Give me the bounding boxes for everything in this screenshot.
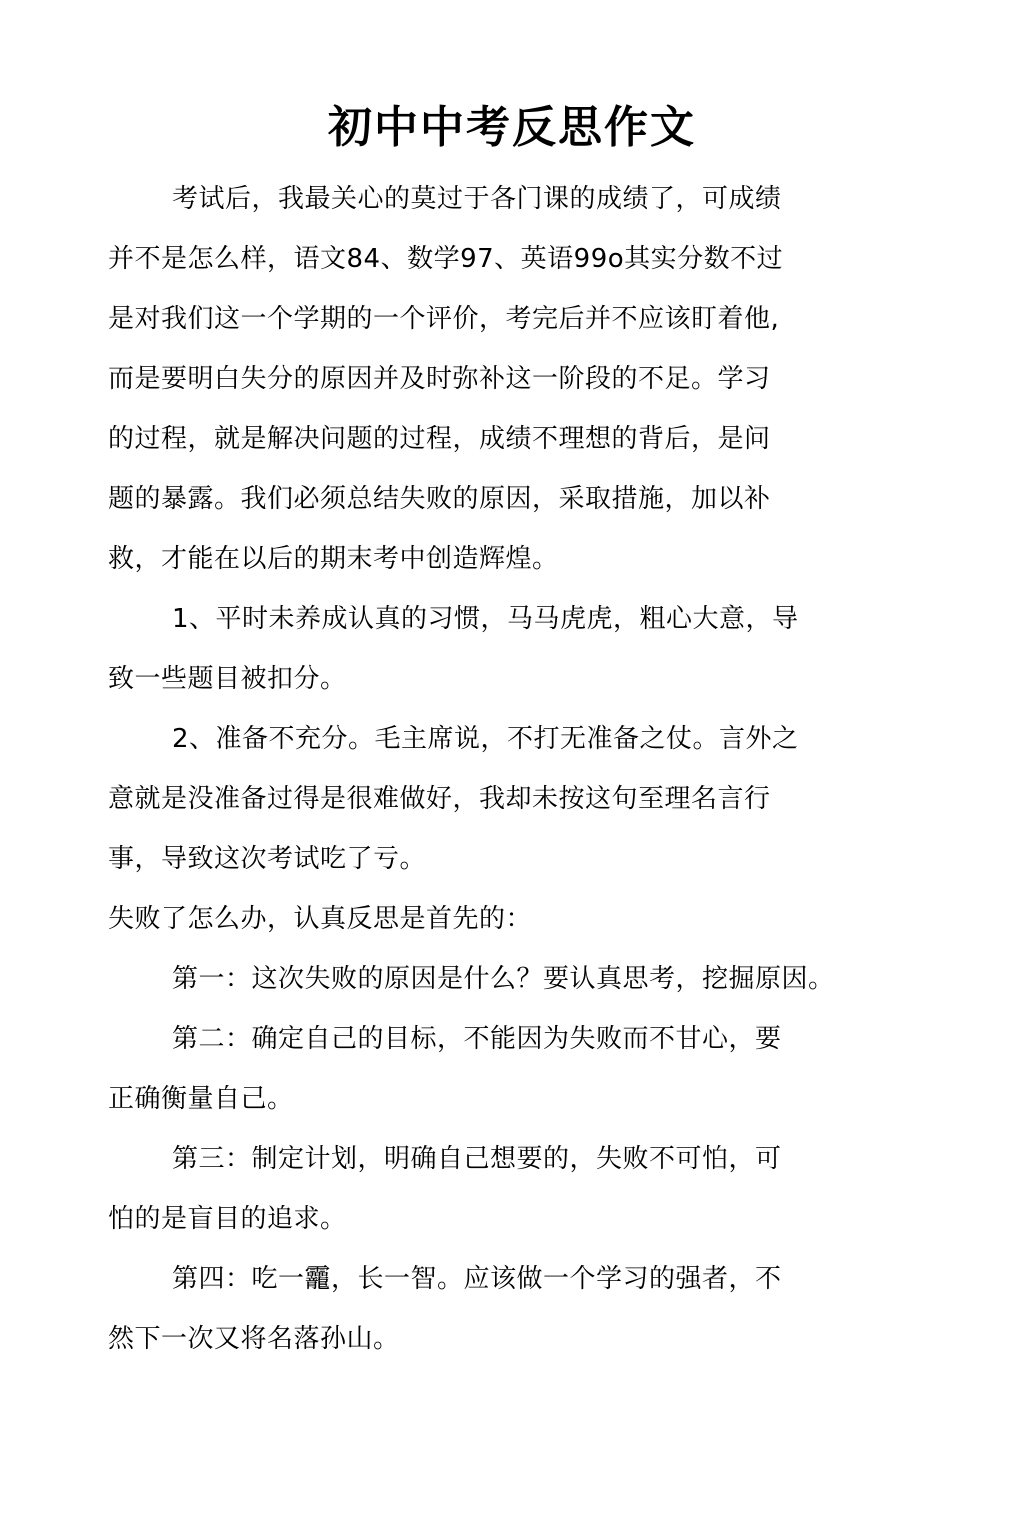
paragraph-line: 然下一次又将名落孙山。 [108, 1324, 400, 1354]
paragraph-line: 怕的是盲目的追求。 [108, 1204, 347, 1234]
paragraph-line: 并不是怎么样，语文84、数学97、英语99o其实分数不过 [108, 244, 784, 274]
paragraph-line: 救，才能在以后的期末考中创造辉煌。 [108, 544, 559, 574]
paragraph-line: 第三：制定计划，明确自己想要的，失败不可怕，可 [172, 1144, 782, 1174]
paragraph-line: 意就是没准备过得是很难做好，我却未按这句至理名言行 [108, 784, 771, 814]
paragraph-line: 第二：确定自己的目标，不能因为失败而不甘心，要 [172, 1024, 782, 1054]
paragraph-line: 正确衡量自己。 [108, 1084, 294, 1114]
paragraph-line: 第四：吃一龗，长一智。应该做一个学习的强者，不 [172, 1264, 782, 1294]
paragraph-line: 失败了怎么办，认真反思是首先的： [108, 904, 533, 934]
paragraph-line: 第一：这次失败的原因是什么？要认真思考，挖掘原因。 [172, 964, 835, 994]
paragraph-line: 考试后，我最关心的莫过于各门课的成绩了，可成绩 [172, 184, 782, 214]
paragraph-line: 题的暴露。我们必须总结失败的原因，采取措施，加以补 [108, 484, 771, 514]
paragraph-line: 而是要明白失分的原因并及时弥补这一阶段的不足。学习 [108, 364, 771, 394]
paragraph-line: 2、准备不充分。毛主席说，不打无准备之仗。言外之 [172, 724, 799, 754]
paragraph-line: 是对我们这一个学期的一个评价，考完后并不应该盯着他, [108, 304, 780, 334]
paragraph-line: 1、平时未养成认真的习惯，马马虎虎，粗心大意，导 [172, 604, 799, 634]
document-title: 初中中考反思作文 [328, 102, 696, 153]
paragraph-line: 的过程，就是解决问题的过程，成绩不理想的背后，是问 [108, 424, 771, 454]
paragraph-line: 致一些题目被扣分。 [108, 664, 347, 694]
paragraph-line: 事，导致这次考试吃了亏。 [108, 844, 427, 874]
